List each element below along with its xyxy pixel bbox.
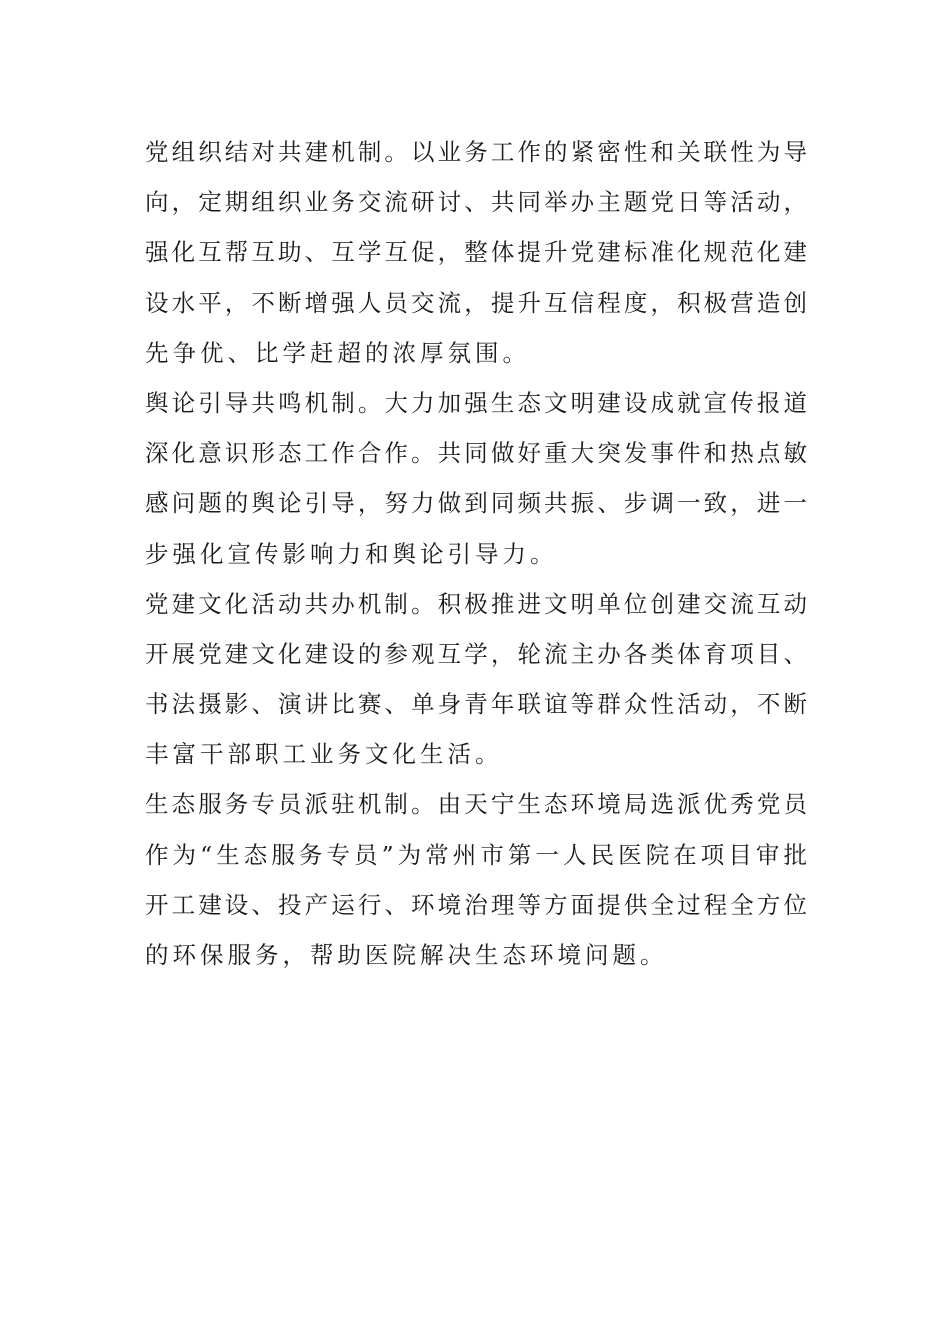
text-line: 开工建设、投产运行、环境治理等方面提供全过程全方位	[145, 890, 807, 919]
text-line: 向，定期组织业务交流研讨、共同举办主题党日等活动，	[145, 188, 807, 217]
text-line: 感问题的舆论引导，努力做到同频共振、步调一致，进一	[145, 489, 807, 518]
text-line: 步强化宣传影响力和舆论引导力。	[145, 539, 558, 568]
text-line: 丰富干部职工业务文化生活。	[145, 740, 503, 769]
paragraph-public-opinion	[145, 378, 807, 579]
text-line: 的环保服务，帮助医院解决生态环境问题。	[145, 941, 668, 969]
paragraph-party-organization-pairing	[145, 127, 807, 378]
text-line: 强化互帮互助、互学互促，整体提升党建标准化规范化建	[145, 238, 807, 267]
text-line: 生态服务专员派驻机制。由天宁生态环境局选派优秀党员	[145, 790, 807, 819]
paragraph-cultural-activities	[145, 579, 807, 780]
document-body	[145, 127, 807, 980]
text-line: 党建文化活动共办机制。积极推进文明单位创建交流互动	[145, 589, 807, 618]
text-line: 开展党建文化建设的参观互学，轮流主办各类体育项目、	[145, 639, 807, 668]
text-line: 设水平，不断增强人员交流，提升互信程度，积极营造创	[145, 288, 807, 317]
text-line: 舆论引导共鸣机制。大力加强生态文明建设成就宣传报道	[145, 388, 807, 417]
text-line: 先争优、比学赶超的浓厚氛围。	[145, 338, 530, 367]
text-line: 深化意识形态工作合作。共同做好重大突发事件和热点敏	[145, 439, 807, 468]
paragraph-ecological-service	[145, 779, 807, 980]
text-line: 作为“生态服务专员”为常州市第一人民医院在项目审批	[145, 840, 807, 869]
text-line: 党组织结对共建机制。以业务工作的紧密性和关联性为导	[145, 138, 807, 166]
text-line: 书法摄影、演讲比赛、单身青年联谊等群众性活动，不断	[145, 690, 807, 719]
